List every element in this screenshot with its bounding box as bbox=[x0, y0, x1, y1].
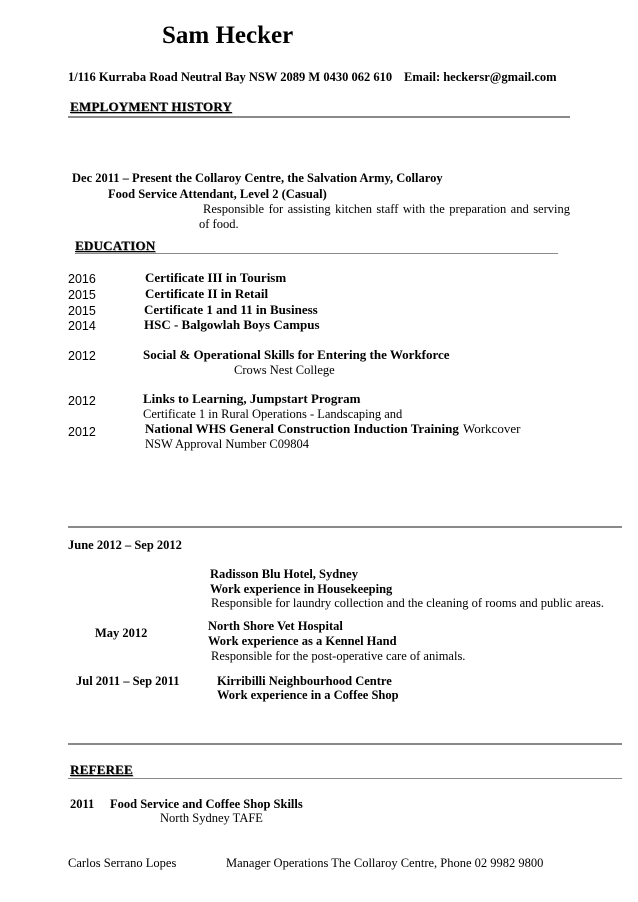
work-role: Work experience in Housekeeping bbox=[210, 582, 393, 596]
work-role: Work experience as a Kennel Hand bbox=[208, 634, 397, 648]
contact-address-phone: 1/116 Kurraba Road Neutral Bay NSW 2089 M 0430 062 610 bbox=[68, 70, 393, 84]
education-detail: NSW Approval Number C09804 bbox=[145, 437, 309, 451]
education-title: National WHS General Construction Induction Training bbox=[145, 421, 459, 436]
section-divider bbox=[68, 526, 622, 528]
education-year: 2014 bbox=[68, 319, 96, 333]
referee-contact-details: Manager Operations The Collaroy Centre, Phone 02 9982 9800 bbox=[226, 856, 544, 870]
education-title: HSC - Balgowlah Boys Campus bbox=[144, 317, 320, 332]
education-detail: Certificate 1 in Rural Operations - Landscaping and bbox=[143, 407, 403, 421]
employment-line-2: Food Service Attendant, Level 2 (Casual) bbox=[108, 187, 327, 201]
contact-email: Email: heckersr@gmail.com bbox=[404, 70, 557, 84]
education-title: Certificate III in Tourism bbox=[145, 270, 287, 285]
section-divider bbox=[75, 253, 558, 254]
work-description: Responsible for the post-operative care of animals. bbox=[211, 649, 466, 663]
education-institution: Crows Nest College bbox=[234, 363, 335, 377]
employment-description-2: of food. bbox=[199, 217, 239, 231]
employment-description-1: Responsible for assisting kitchen staff with the preparation and serving bbox=[203, 202, 570, 216]
education-issuer: Workcover bbox=[463, 421, 521, 436]
employment-history-heading: EMPLOYMENT HISTORY bbox=[70, 99, 232, 114]
work-date: Jul 2011 – Sep 2011 bbox=[76, 674, 180, 688]
referee-contact-name: Carlos Serrano Lopes bbox=[68, 856, 177, 870]
work-organisation: Kirribilli Neighbourhood Centre bbox=[217, 674, 392, 688]
referee-course: Food Service and Coffee Shop Skills bbox=[110, 797, 303, 811]
section-divider bbox=[68, 743, 622, 745]
education-title: Certificate II in Retail bbox=[145, 286, 269, 301]
work-period-header: June 2012 – Sep 2012 bbox=[68, 538, 182, 552]
education-year: 2012 bbox=[68, 349, 96, 363]
work-organisation: North Shore Vet Hospital bbox=[208, 619, 343, 633]
education-title: Links to Learning, Jumpstart Program bbox=[143, 391, 361, 406]
education-year: 2016 bbox=[68, 272, 96, 286]
section-divider bbox=[68, 116, 570, 118]
education-title: Certificate 1 and 11 in Business bbox=[144, 302, 318, 317]
candidate-name: Sam Hecker bbox=[162, 22, 294, 49]
employment-line-1: Dec 2011 – Present the Collaroy Centre, the Salvation Army, Collaroy bbox=[72, 171, 443, 185]
education-heading: EDUCATION bbox=[75, 238, 156, 253]
referee-institution: North Sydney TAFE bbox=[160, 811, 263, 825]
education-year: 2012 bbox=[68, 425, 96, 439]
referee-heading: REFEREE bbox=[70, 762, 133, 777]
education-year: 2015 bbox=[68, 304, 96, 318]
section-divider bbox=[68, 778, 622, 779]
education-title: Social & Operational Skills for Entering the Workforce bbox=[143, 347, 450, 362]
education-year: 2015 bbox=[68, 288, 96, 302]
referee-year: 2011 bbox=[70, 797, 95, 811]
work-description: Responsible for laundry collection and the cleaning of rooms and public areas. bbox=[211, 596, 604, 610]
education-year: 2012 bbox=[68, 394, 96, 408]
work-organisation: Radisson Blu Hotel, Sydney bbox=[210, 567, 358, 581]
work-role: Work experience in a Coffee Shop bbox=[217, 688, 399, 702]
work-date: May 2012 bbox=[95, 626, 148, 640]
